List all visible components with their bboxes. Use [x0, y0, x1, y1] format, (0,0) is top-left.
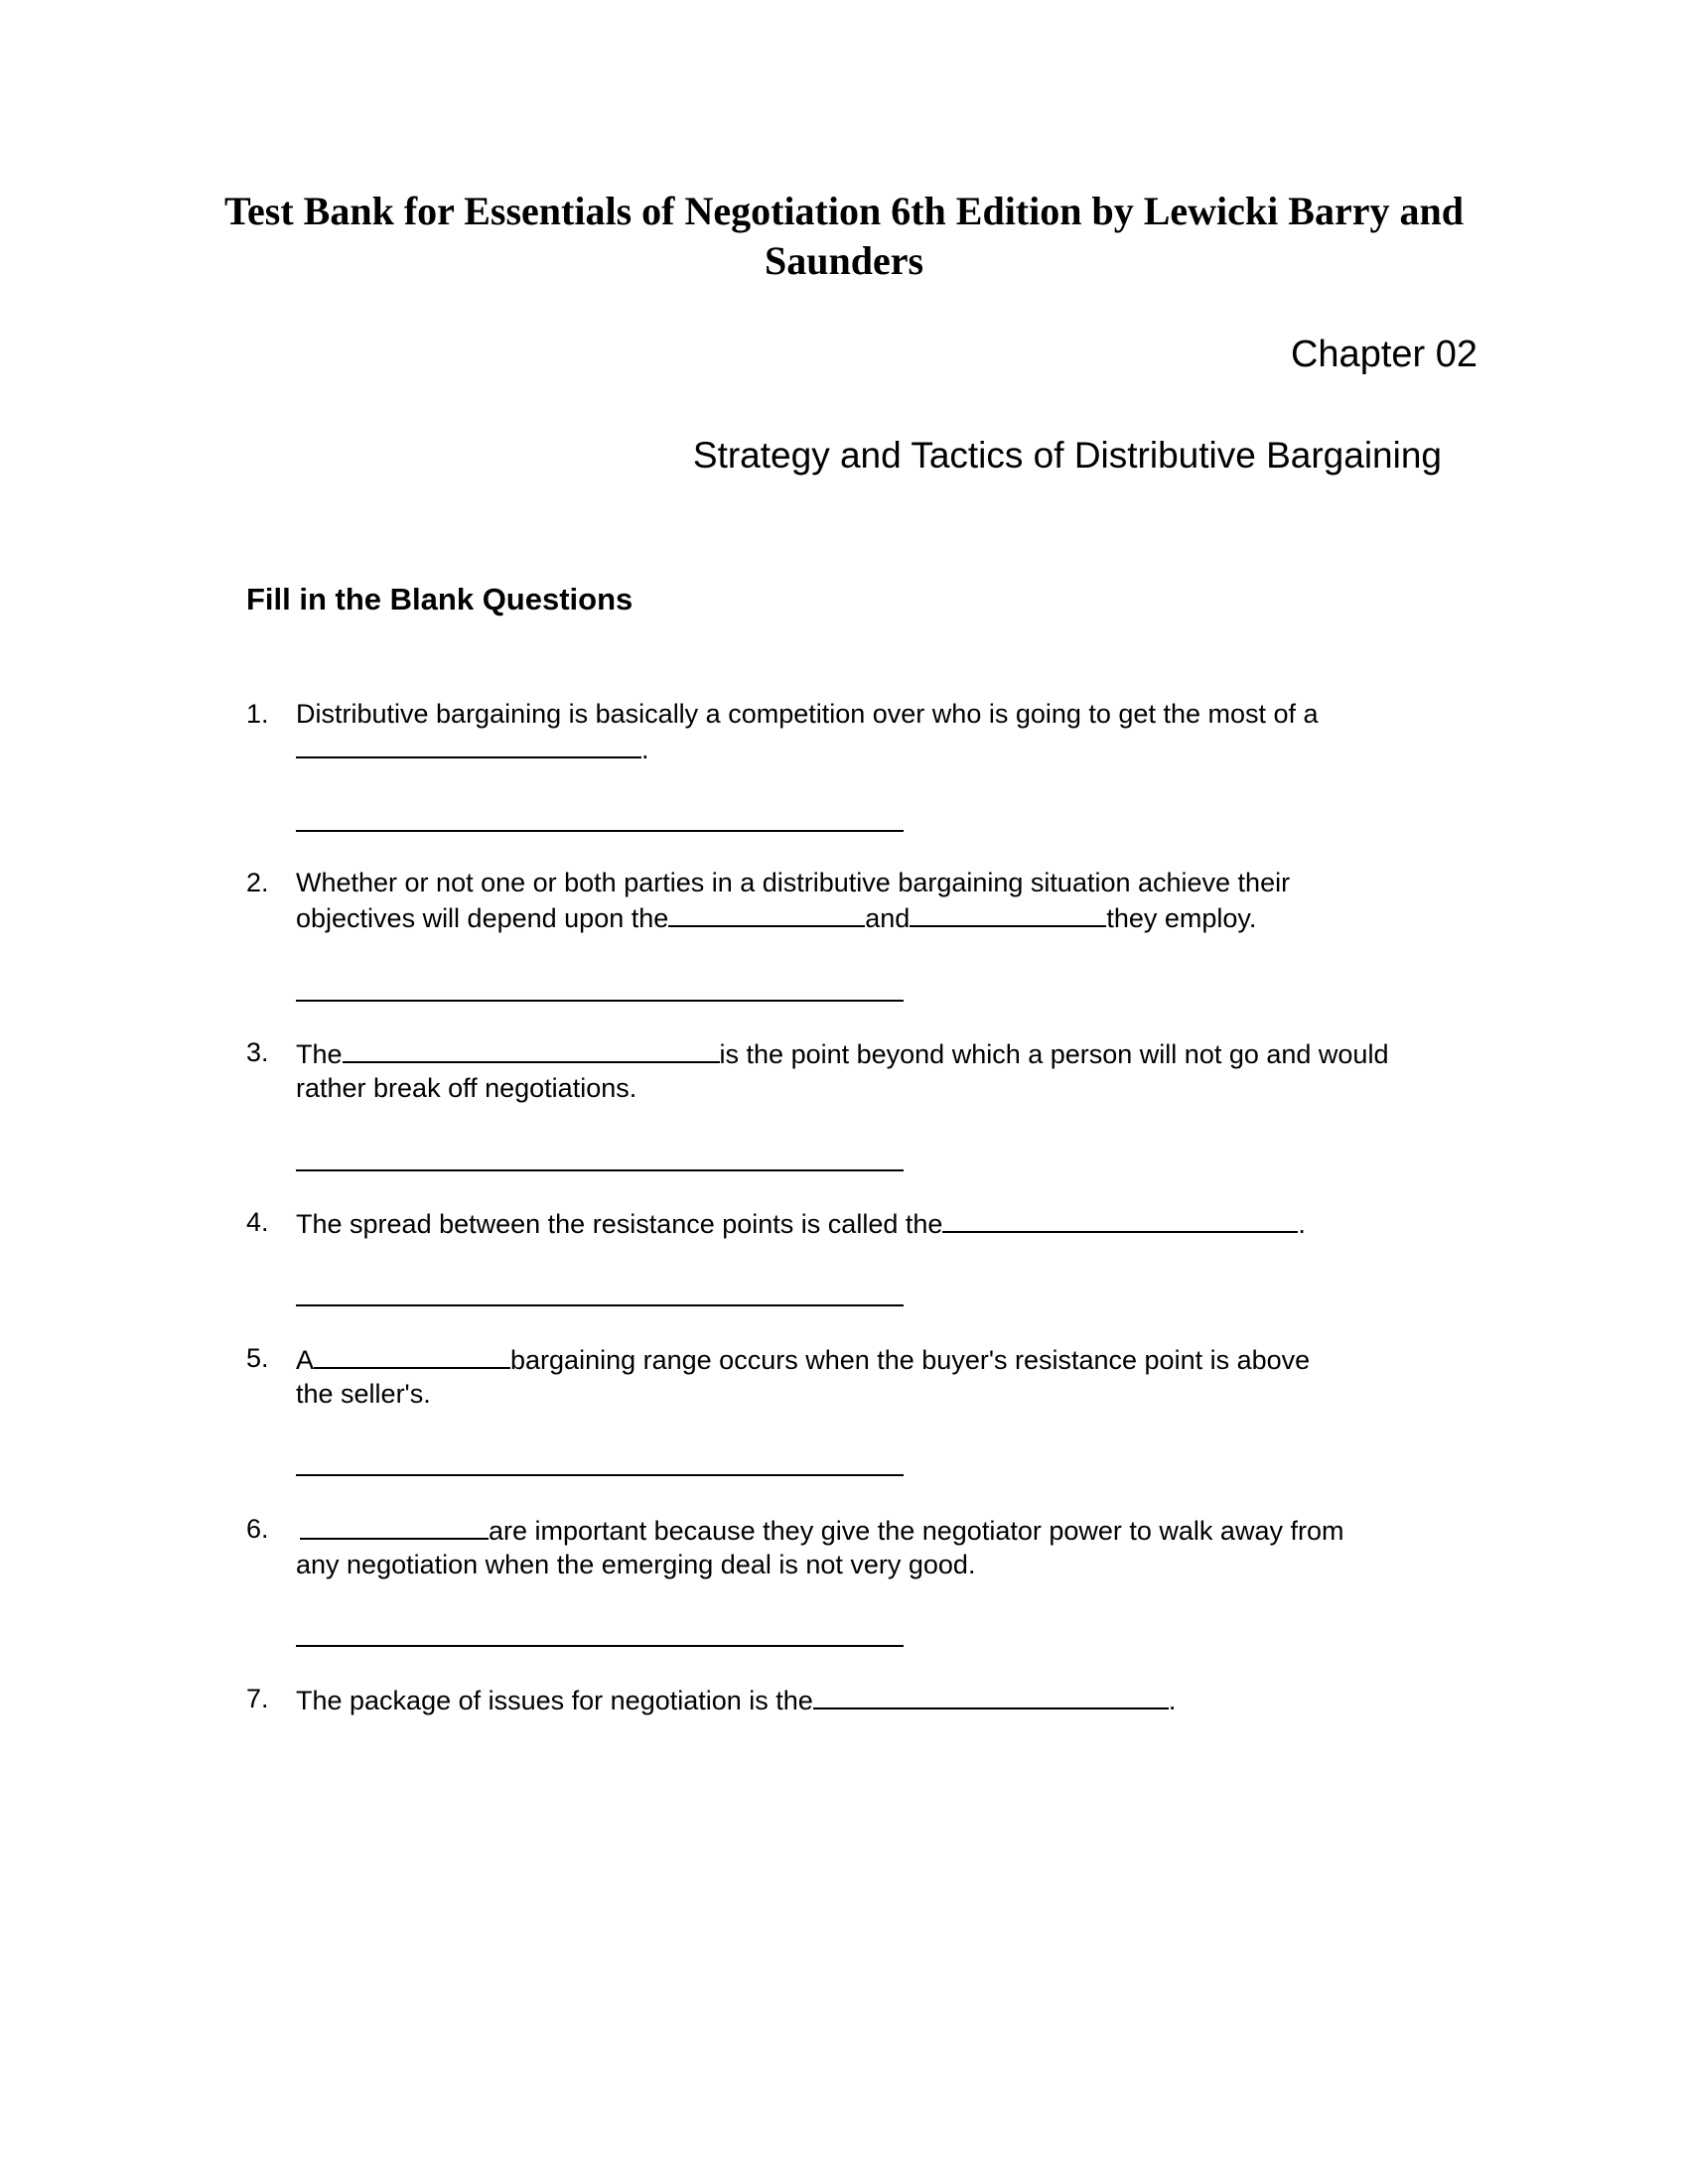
fill-blank[interactable]: [942, 1205, 1298, 1233]
document-title: Test Bank for Essentials of Negotiation 6th Edition by Lewicki Barry and Saunders: [224, 189, 1464, 283]
answer-line[interactable]: [296, 1000, 904, 1002]
question-text-line-1: [296, 1512, 1343, 1548]
fill-blank[interactable]: [296, 731, 641, 758]
question-text: they employ.: [1106, 903, 1257, 933]
question-number: 6.: [246, 1514, 269, 1544]
fill-blank[interactable]: [343, 1035, 720, 1063]
question-text: the seller's.: [296, 1379, 431, 1409]
question-text: objectives will depend upon the: [296, 903, 669, 933]
question-text: is the point beyond which a person will not go and would: [719, 1039, 1389, 1069]
answer-line[interactable]: [296, 1304, 904, 1306]
question-number: 1.: [246, 699, 269, 729]
question-text: .: [1298, 1209, 1306, 1239]
fill-blank[interactable]: [813, 1682, 1169, 1709]
question-text: any negotiation when the emerging deal is not very good.: [296, 1550, 976, 1579]
question-text: A: [296, 1345, 315, 1375]
question-text-line-2: [296, 899, 1290, 935]
fill-blank[interactable]: [314, 1341, 510, 1369]
fill-blank[interactable]: [910, 899, 1106, 927]
question-text: bargaining range occurs when the buyer's resistance point is above: [510, 1345, 1311, 1375]
question-text-line-1: [296, 1035, 1388, 1071]
question-text: Whether or not one or both parties in a distributive bargaining situation achieve their: [296, 868, 1291, 897]
question-text: The: [296, 1039, 343, 1069]
question-text: Distributive bargaining is basically a competition over who is going to get the most of a: [296, 699, 1319, 729]
question-text: The spread between the resistance points is called the: [296, 1209, 943, 1239]
question-number: 3.: [246, 1037, 269, 1067]
chapter-subtitle: Strategy and Tactics of Distributive Bargaining: [692, 435, 1442, 476]
question-number: 5.: [246, 1343, 269, 1373]
question-number: 2.: [246, 868, 269, 897]
answer-line[interactable]: [296, 1474, 904, 1476]
fill-blank[interactable]: [668, 899, 865, 927]
question-text: are important because they give the negotiator power to walk away from: [489, 1516, 1344, 1546]
fill-blank[interactable]: [300, 1512, 489, 1540]
answer-line[interactable]: [296, 1169, 904, 1171]
answer-line[interactable]: [296, 1645, 904, 1647]
question-text-line-1: [296, 1341, 1310, 1377]
question-text: .: [641, 735, 649, 764]
answer-line[interactable]: [296, 830, 904, 832]
question-number: 4.: [246, 1207, 269, 1237]
question-number: 7.: [246, 1684, 269, 1713]
question-text: rather break off negotiations.: [296, 1073, 637, 1103]
question-text: The package of issues for negotiation is the: [296, 1686, 813, 1715]
section-heading: Fill in the Blank Questions: [246, 582, 633, 616]
question-text: and: [865, 903, 911, 933]
question-text: .: [1168, 1686, 1177, 1715]
chapter-label: Chapter 02: [1290, 334, 1477, 375]
